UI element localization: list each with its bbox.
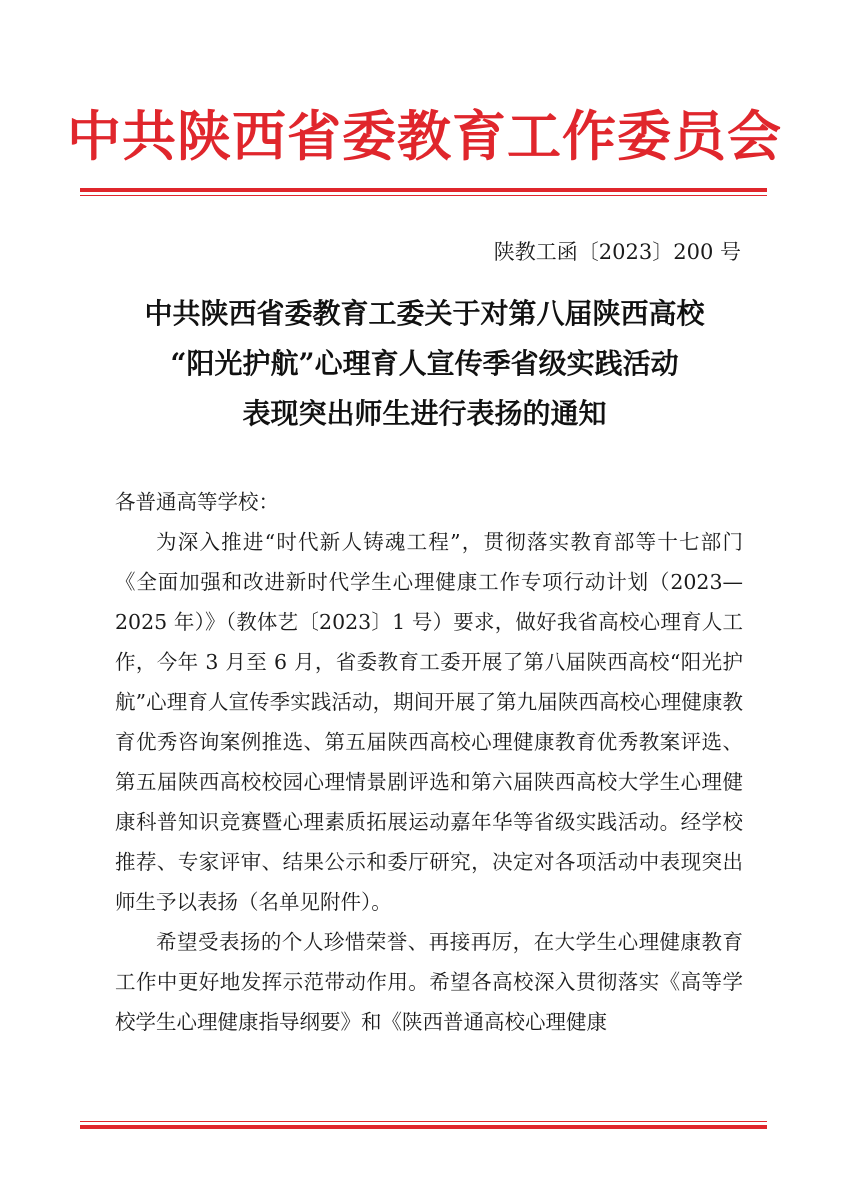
org-letterhead-title: 中共陕西省委教育工作委员会 [67, 104, 782, 168]
document-title [80, 289, 769, 439]
letterhead-red-rule-thick [80, 188, 767, 192]
footer-red-rule-thick [80, 1125, 767, 1129]
title-line: “阳光护航”心理育人宣传季省级实践活动 [170, 347, 679, 380]
document-body [115, 482, 743, 1042]
footer-red-rule-thin [80, 1121, 767, 1122]
body-paragraph: 希望受表扬的个人珍惜荣誉、再接再厉，在大学生心理健康教育工作中更好地发挥示范带动作用。希望各高校深入贯彻落实《高等学校学生心理健康指导纲要》和《陕西普通高校心理健康 [115, 930, 743, 1034]
document-number: 陕教工函〔2023〕200 号 [493, 240, 741, 264]
letterhead-red-rule-thin [80, 195, 767, 196]
title-line: 中共陕西省委教育工委关于对第八届陕西高校 [144, 297, 705, 330]
salutation: 各普通高等学校： [115, 490, 279, 514]
body-paragraph: 为深入推进“时代新人铸魂工程”，贯彻落实教育部等十七部门《全面加强和改进新时代学生心理健康工作专项行动计划（2023—2025 年）》（教体艺〔2023〕1 号）要求，做好我省高校心理育人工作，今年 3 月至 6 月，省委教育工委开展了第八届陕西高校“阳光护航”心理育人宣传季实践活动，期间开展了第九届陕西高校心理健康教育优秀咨询案例推选、第五届陕西高校心理健康教育优秀教案评选、第五届陕西高校校园心理情景剧评选和第六届陕西高校大学生心理健康科普知识竞赛暨心理素质拓展运动嘉年华等省级实践活动。经学校推荐、专家评审、结果公示和委厅研究，决定对各项活动中表现突出师生予以表扬（名单见附件）。 [115, 530, 743, 914]
title-line: 表现突出师生进行表扬的通知 [242, 397, 607, 430]
